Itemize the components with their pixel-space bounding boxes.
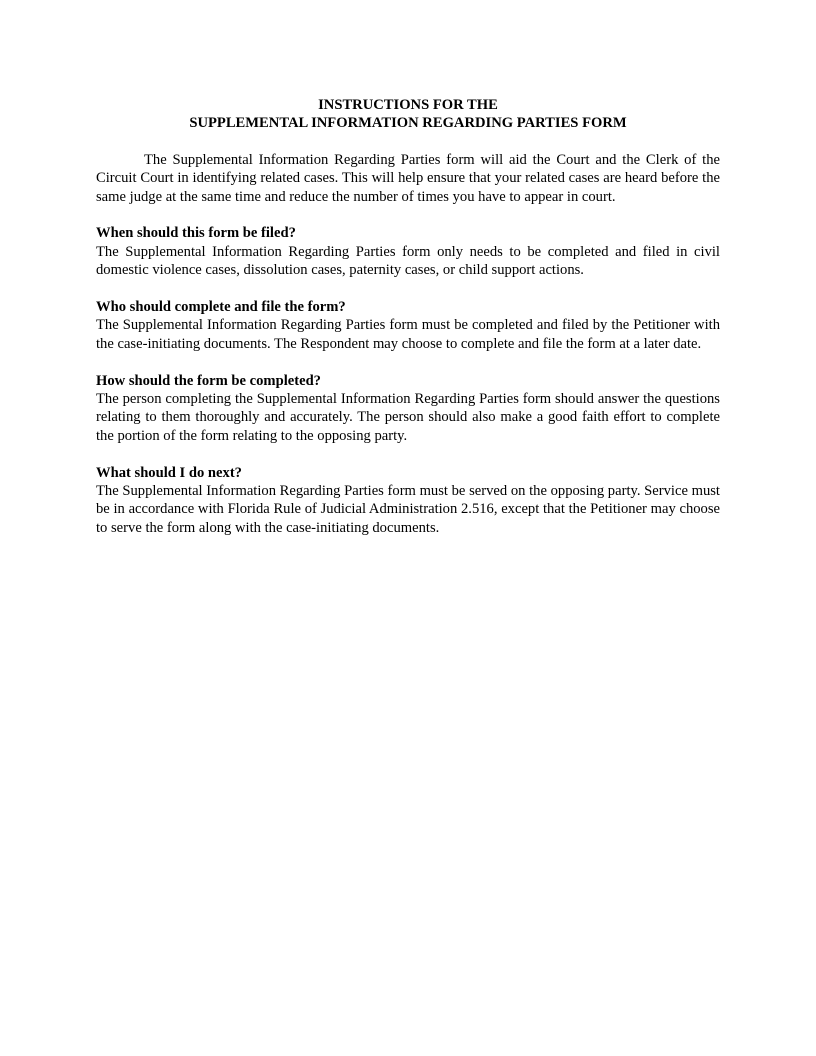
section-heading: What should I do next? — [96, 464, 242, 481]
section-how-completed — [96, 372, 720, 446]
section-when-filed — [96, 224, 720, 279]
section-who-completes — [96, 298, 720, 353]
intro-paragraph: The Supplemental Information Regarding Parties form will aid the Court and the Clerk of the Circuit Court in identifying related cases. This will help ensure that your related cases are heard before the same judge at the same time and reduce the number of times you have to appear in court. — [96, 151, 720, 205]
section-heading: How should the form be completed? — [96, 372, 321, 389]
section-body: The Supplemental Information Regarding Parties form must be served on the opposing party. Service must be in accordance with Florida Rule of Judicial Administration 2.516, except that the Petitioner may choose to serve the form along with the case-initiating documents. — [96, 483, 720, 536]
section-heading: When should this form be filed? — [96, 225, 296, 242]
document-page — [96, 96, 720, 537]
title-line-1: INSTRUCTIONS FOR THE — [318, 97, 498, 113]
section-what-next — [96, 464, 720, 538]
document-title — [96, 96, 720, 133]
section-body: The person completing the Supplemental Information Regarding Parties form should answer the questions relating to them thoroughly and accurately. The person should also make a good faith effort to complete the portion of the form relating to the opposing party. — [96, 391, 720, 444]
section-body: The Supplemental Information Regarding Parties form only needs to be completed and filed in civil domestic violence cases, dissolution cases, paternity cases, or child support actions. — [96, 243, 720, 279]
section-body: The Supplemental Information Regarding Parties form must be completed and filed by the Petitioner with the case-initiating documents. The Respondent may choose to complete and file the form at a later date. — [96, 317, 720, 352]
section-heading: Who should complete and file the form? — [96, 299, 346, 316]
title-line-2: SUPPLEMENTAL INFORMATION REGARDING PARTIES FORM — [189, 115, 627, 132]
